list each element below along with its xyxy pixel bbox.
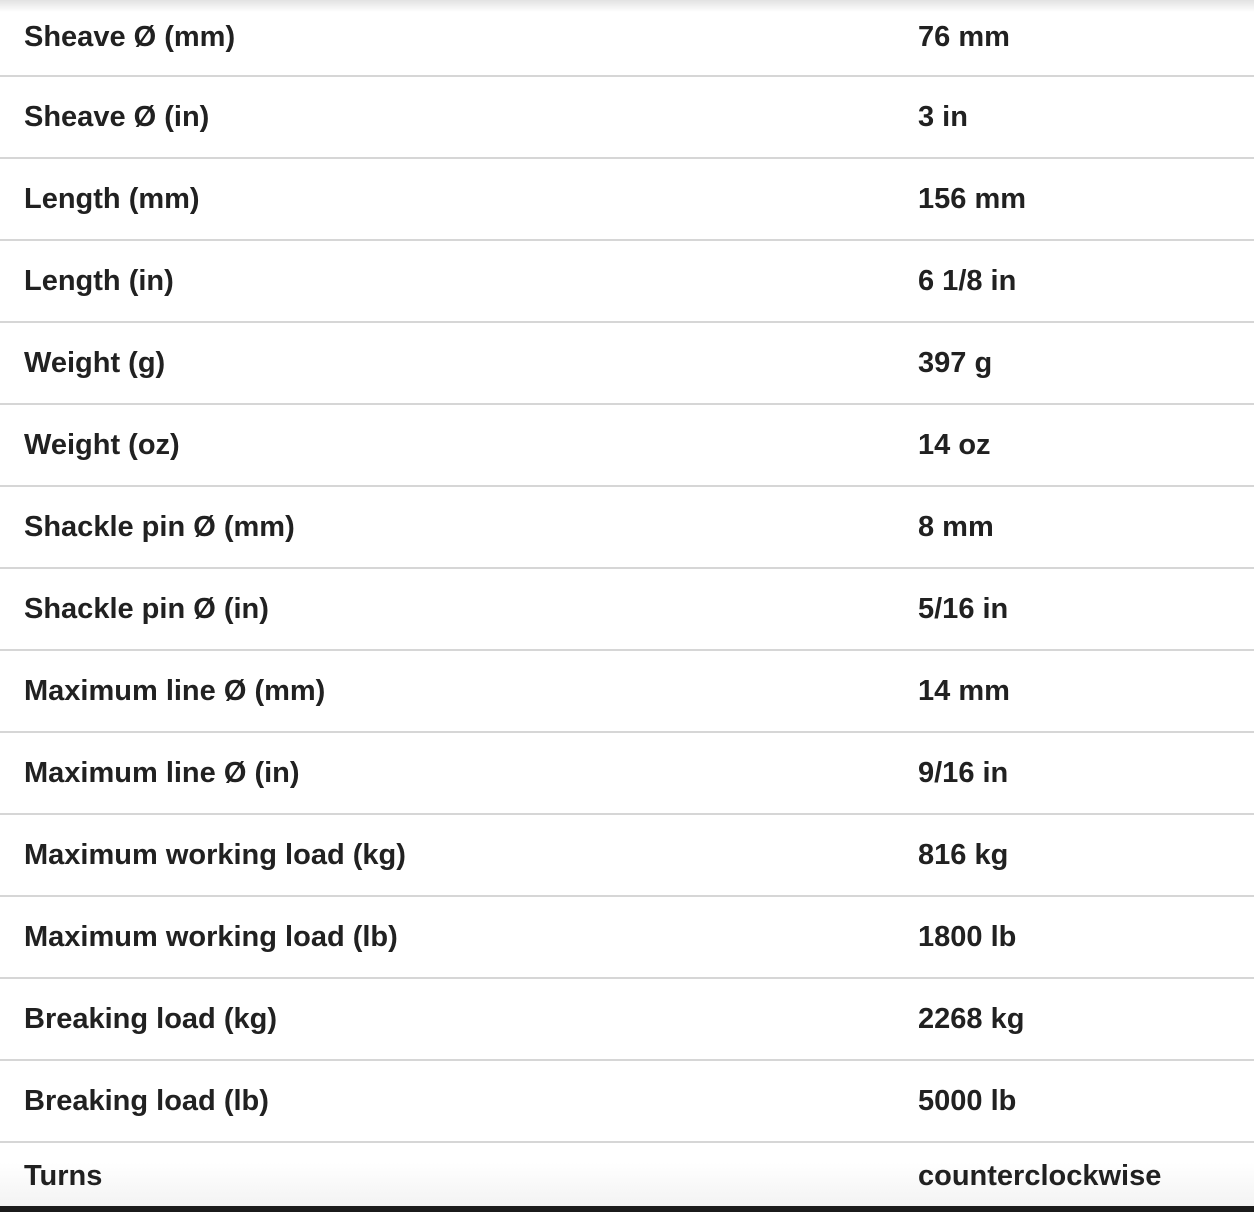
spec-label: Shackle pin Ø (in) [24, 592, 269, 625]
spec-label: Length (in) [24, 264, 174, 297]
spec-value: 14 oz [918, 428, 991, 461]
spec-value: counterclockwise [918, 1159, 1162, 1192]
spec-row [0, 1061, 1254, 1143]
spec-value: 816 kg [918, 838, 1009, 871]
spec-value: 3 in [918, 100, 968, 133]
spec-label: Turns [24, 1159, 103, 1192]
spec-row [0, 569, 1254, 651]
spec-label: Maximum working load (kg) [24, 838, 406, 871]
bottom-edge-bar [0, 1206, 1254, 1212]
spec-label: Length (mm) [24, 182, 200, 215]
spec-row [0, 0, 1254, 77]
spec-label: Weight (g) [24, 346, 166, 379]
spec-value: 8 mm [918, 510, 994, 543]
spec-label: Maximum line Ø (mm) [24, 674, 326, 707]
spec-value: 397 g [918, 346, 993, 379]
spec-value: 9/16 in [918, 756, 1009, 789]
spec-label: Weight (oz) [24, 428, 180, 461]
spec-row [0, 897, 1254, 979]
spec-value: 6 1/8 in [918, 264, 1017, 297]
spec-row [0, 77, 1254, 159]
spec-row [0, 979, 1254, 1061]
spec-value: 5/16 in [918, 592, 1009, 625]
spec-label: Breaking load (lb) [24, 1084, 269, 1117]
spec-row [0, 1143, 1254, 1209]
spec-label: Maximum line Ø (in) [24, 756, 300, 789]
spec-row [0, 159, 1254, 241]
spec-value: 156 mm [918, 182, 1027, 215]
spec-label: Sheave Ø (mm) [24, 21, 236, 53]
spec-row [0, 651, 1254, 733]
spec-row [0, 815, 1254, 897]
spec-label: Sheave Ø (in) [24, 100, 210, 133]
spec-label: Shackle pin Ø (mm) [24, 510, 295, 543]
spec-row [0, 733, 1254, 815]
spec-value: 1800 lb [918, 920, 1017, 953]
spec-row [0, 323, 1254, 405]
spec-label: Breaking load (kg) [24, 1002, 277, 1035]
spec-value: 14 mm [918, 674, 1010, 707]
spec-row [0, 241, 1254, 323]
spec-value: 2268 kg [918, 1002, 1025, 1035]
spec-row [0, 405, 1254, 487]
spec-value: 76 mm [918, 21, 1010, 53]
spec-row [0, 487, 1254, 569]
spec-label: Maximum working load (lb) [24, 920, 398, 953]
spec-value: 5000 lb [918, 1084, 1017, 1117]
